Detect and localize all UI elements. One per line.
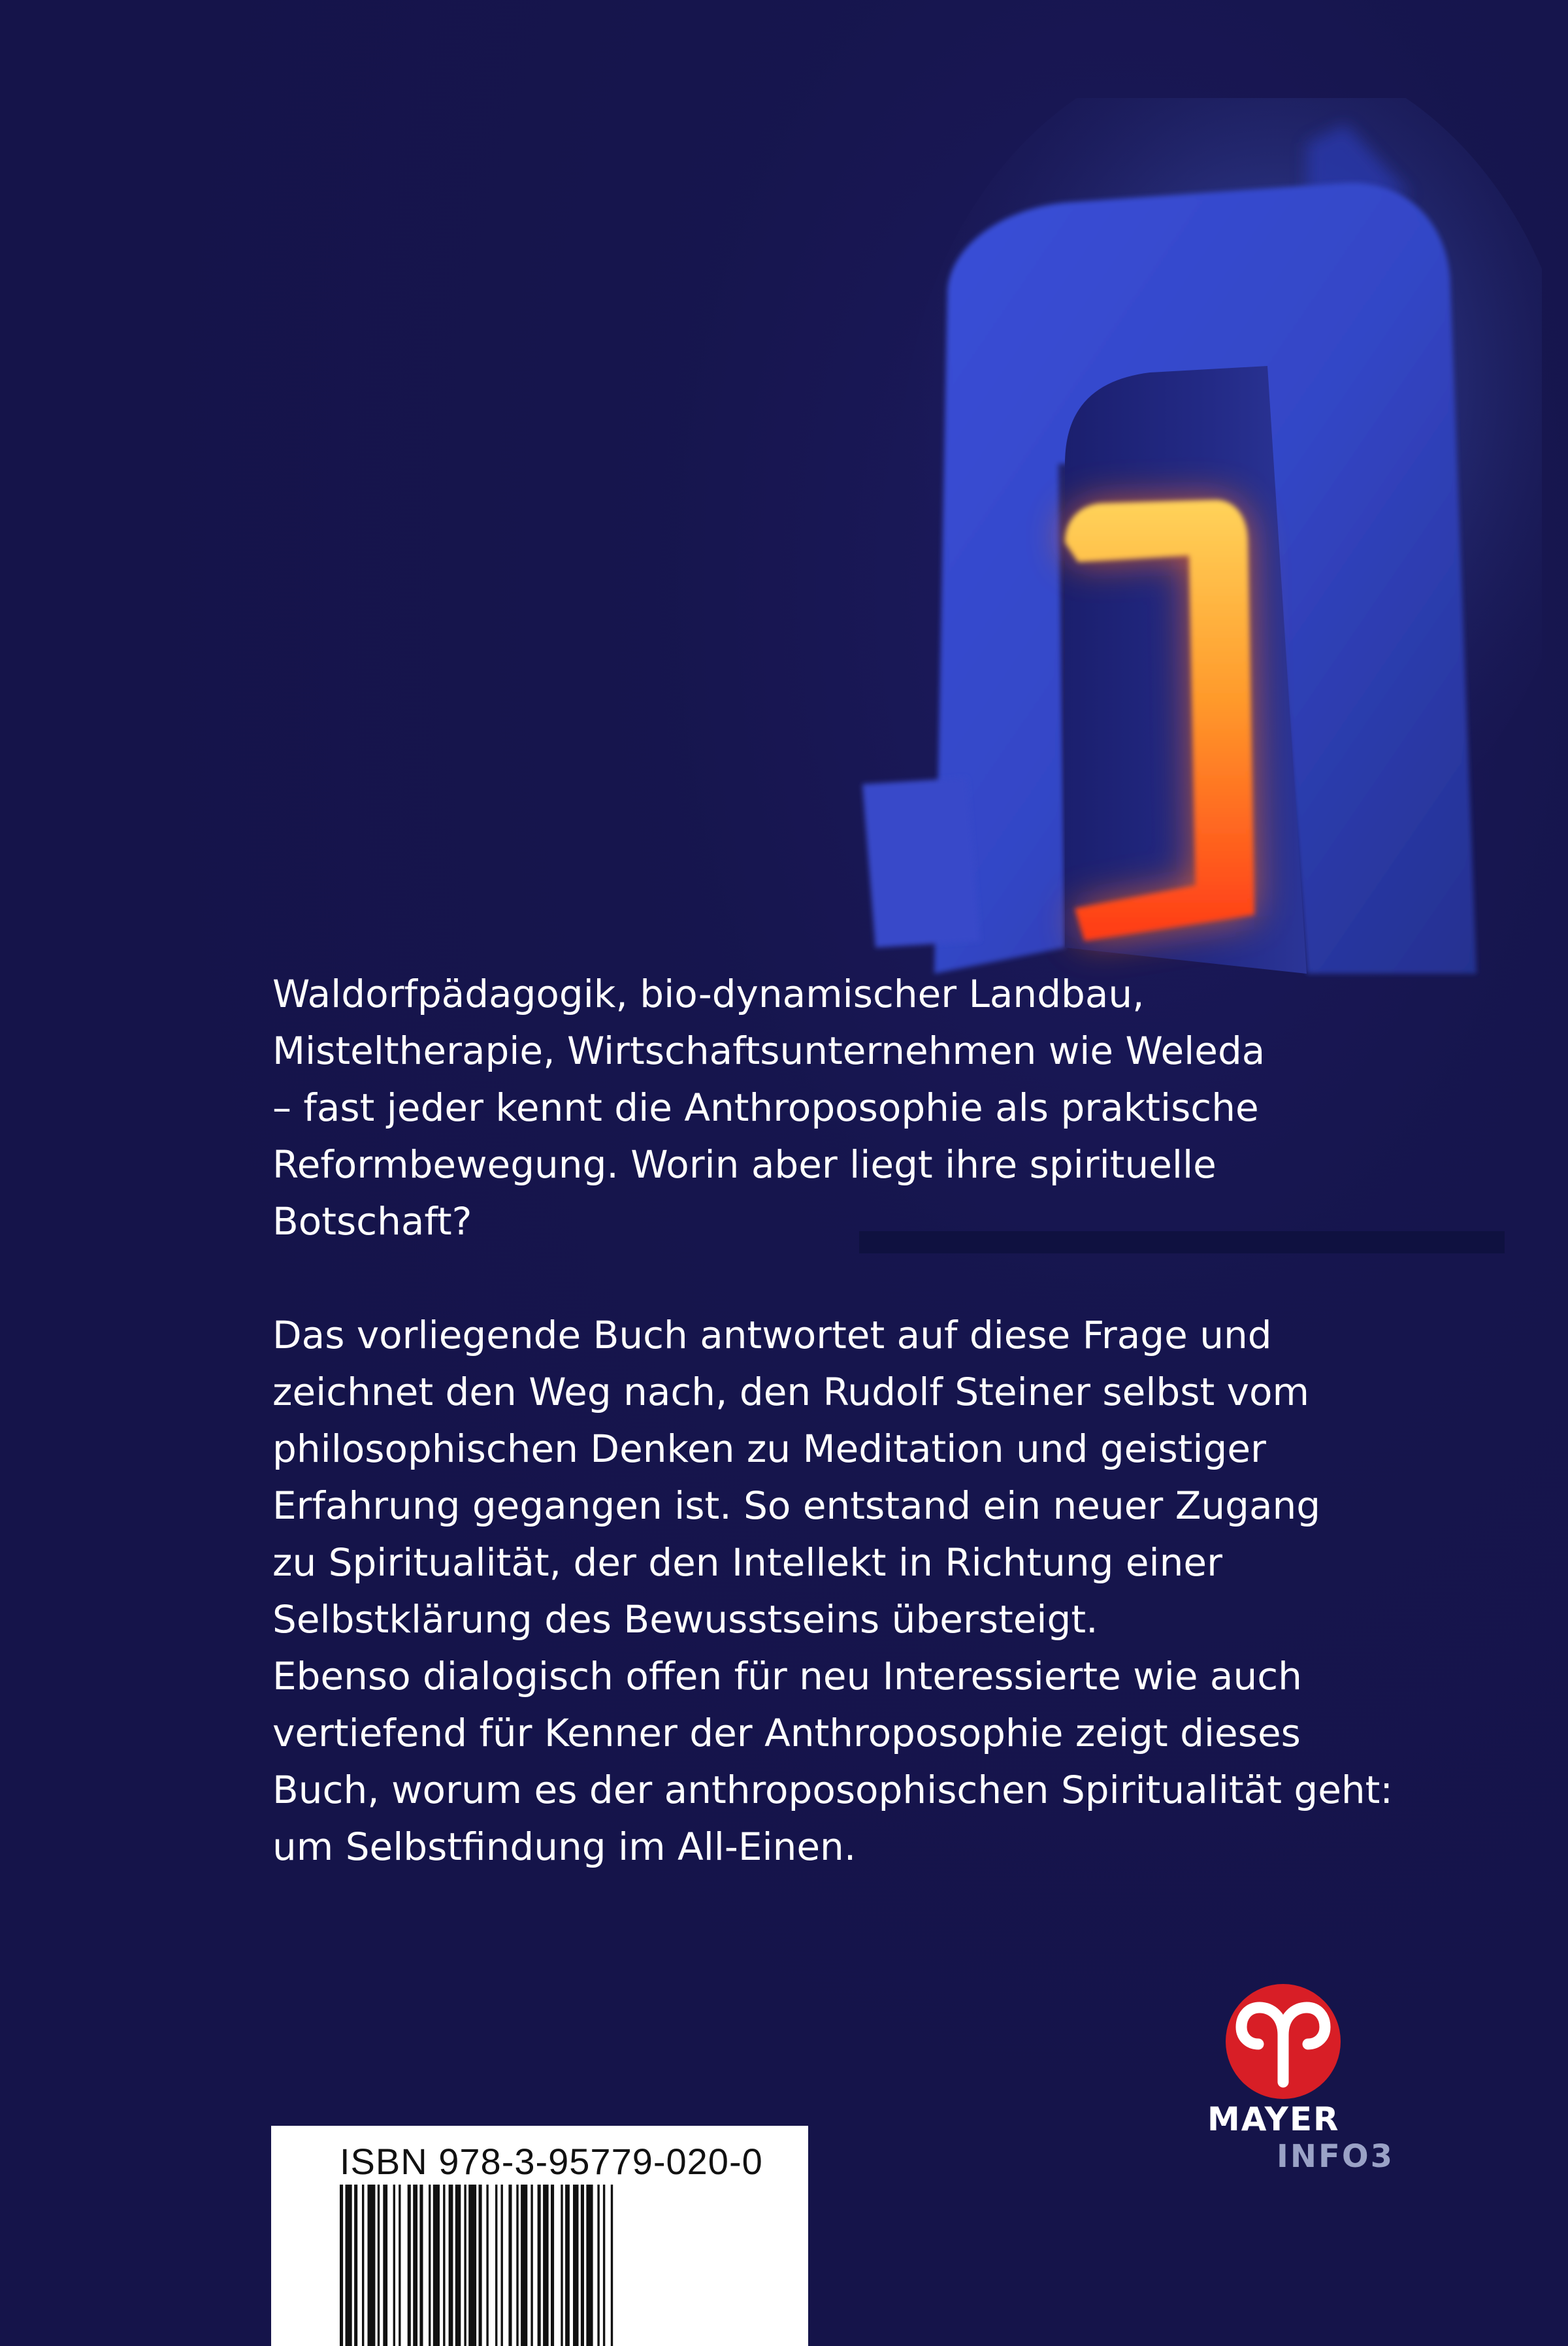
- barcode-bar: [603, 2185, 605, 2346]
- barcode-bar: [565, 2185, 570, 2346]
- isbn-label: ISBN 978-3-95779-020-0: [340, 2141, 763, 2182]
- blurb-line: Botschaft?: [272, 1199, 472, 1244]
- publisher-logo: [1207, 1984, 1395, 2180]
- barcode-bar: [501, 2185, 503, 2346]
- blurb-line: Reformbewegung. Worin aber liegt ihre spirituelle: [272, 1142, 1217, 1187]
- blurb-line: Selbstklärung des Bewusstseins übersteigt.: [272, 1597, 1098, 1642]
- blurb-line: zu Spiritualität, der den Intellekt in Richtung einer: [272, 1540, 1222, 1585]
- blurb-paragraph-2: [272, 1307, 1393, 1875]
- barcode-bar: [443, 2185, 445, 2346]
- blurb-line: Ebenso dialogisch offen für neu Interessierte wie auch: [272, 1654, 1302, 1698]
- barcode-bar: [449, 2185, 453, 2346]
- barcode-bar: [455, 2185, 461, 2346]
- barcode-bar: [393, 2185, 395, 2346]
- blurb-line: Buch, worum es der anthroposophischen Spiritualität geht:: [272, 1768, 1393, 1812]
- barcode-bar: [362, 2185, 364, 2346]
- barcode-bar: [433, 2185, 440, 2346]
- blurb-line: Waldorfpädagogik, bio-dynamischer Landbau,: [272, 972, 1145, 1016]
- barcode-bar: [468, 2185, 476, 2346]
- barcode-bar: [521, 2185, 527, 2346]
- barcode-bar: [495, 2185, 497, 2346]
- barcode-bar: [479, 2185, 482, 2346]
- barcode-bar: [383, 2185, 387, 2346]
- barcode-bar: [531, 2185, 532, 2346]
- aries-logo-icon: [1226, 1984, 1341, 2099]
- barcode-bar: [378, 2185, 380, 2346]
- barcode-bar: [516, 2185, 518, 2346]
- isbn-barcode-box: [271, 2126, 808, 2346]
- barcode-bar: [408, 2185, 411, 2346]
- blurb-line: um Selbstfindung im All-Einen.: [272, 1825, 857, 1869]
- barcode-bar: [551, 2185, 554, 2346]
- blurb-paragraph-1: [272, 966, 1331, 1250]
- photo-glowing-doorway: [849, 98, 1542, 980]
- barcode-bar: [368, 2185, 376, 2346]
- blurb-text: [272, 966, 1393, 1875]
- barcode-bar: [597, 2185, 599, 2346]
- barcode-bar: [419, 2185, 423, 2346]
- publisher-imprint: INFO3: [1277, 2138, 1395, 2175]
- barcode-bar: [340, 2185, 343, 2346]
- publisher-name: MAYER: [1207, 2100, 1340, 2138]
- blurb-line: – fast jeder kennt die Anthroposophie als praktische: [272, 1085, 1259, 1130]
- blurb-line: Erfahrung gegangen ist. So entstand ein neuer Zugang: [272, 1483, 1321, 1528]
- barcode-bar: [573, 2185, 579, 2346]
- barcode-bar: [413, 2185, 417, 2346]
- barcode-bar: [561, 2185, 563, 2346]
- blurb-line: philosophischen Denken zu Meditation und geistiger: [272, 1427, 1266, 1471]
- blurb-line: Das vorliegende Buch antwortet auf diese Frage und: [272, 1313, 1272, 1357]
- barcode-bar: [586, 2185, 593, 2346]
- barcode-bar: [464, 2185, 466, 2346]
- barcode-bar: [508, 2185, 512, 2346]
- barcode-bar: [399, 2185, 400, 2346]
- barcode-bar: [581, 2185, 584, 2346]
- barcode-bar: [429, 2185, 431, 2346]
- barcode-bar: [611, 2185, 613, 2346]
- barcode: [340, 2185, 758, 2346]
- barcode-bar: [543, 2185, 549, 2346]
- barcode-bar: [354, 2185, 357, 2346]
- blurb-line: zeichnet den Weg nach, den Rudolf Steiner selbst vom: [272, 1370, 1309, 1414]
- blurb-line: vertiefend für Kenner der Anthroposophie zeigt dieses: [272, 1711, 1301, 1755]
- barcode-bar: [346, 2185, 352, 2346]
- blurb-line: Misteltherapie, Wirtschaftsunternehmen wie Weleda: [272, 1029, 1266, 1073]
- barcode-bar: [538, 2185, 541, 2346]
- barcode-bar: [486, 2185, 488, 2346]
